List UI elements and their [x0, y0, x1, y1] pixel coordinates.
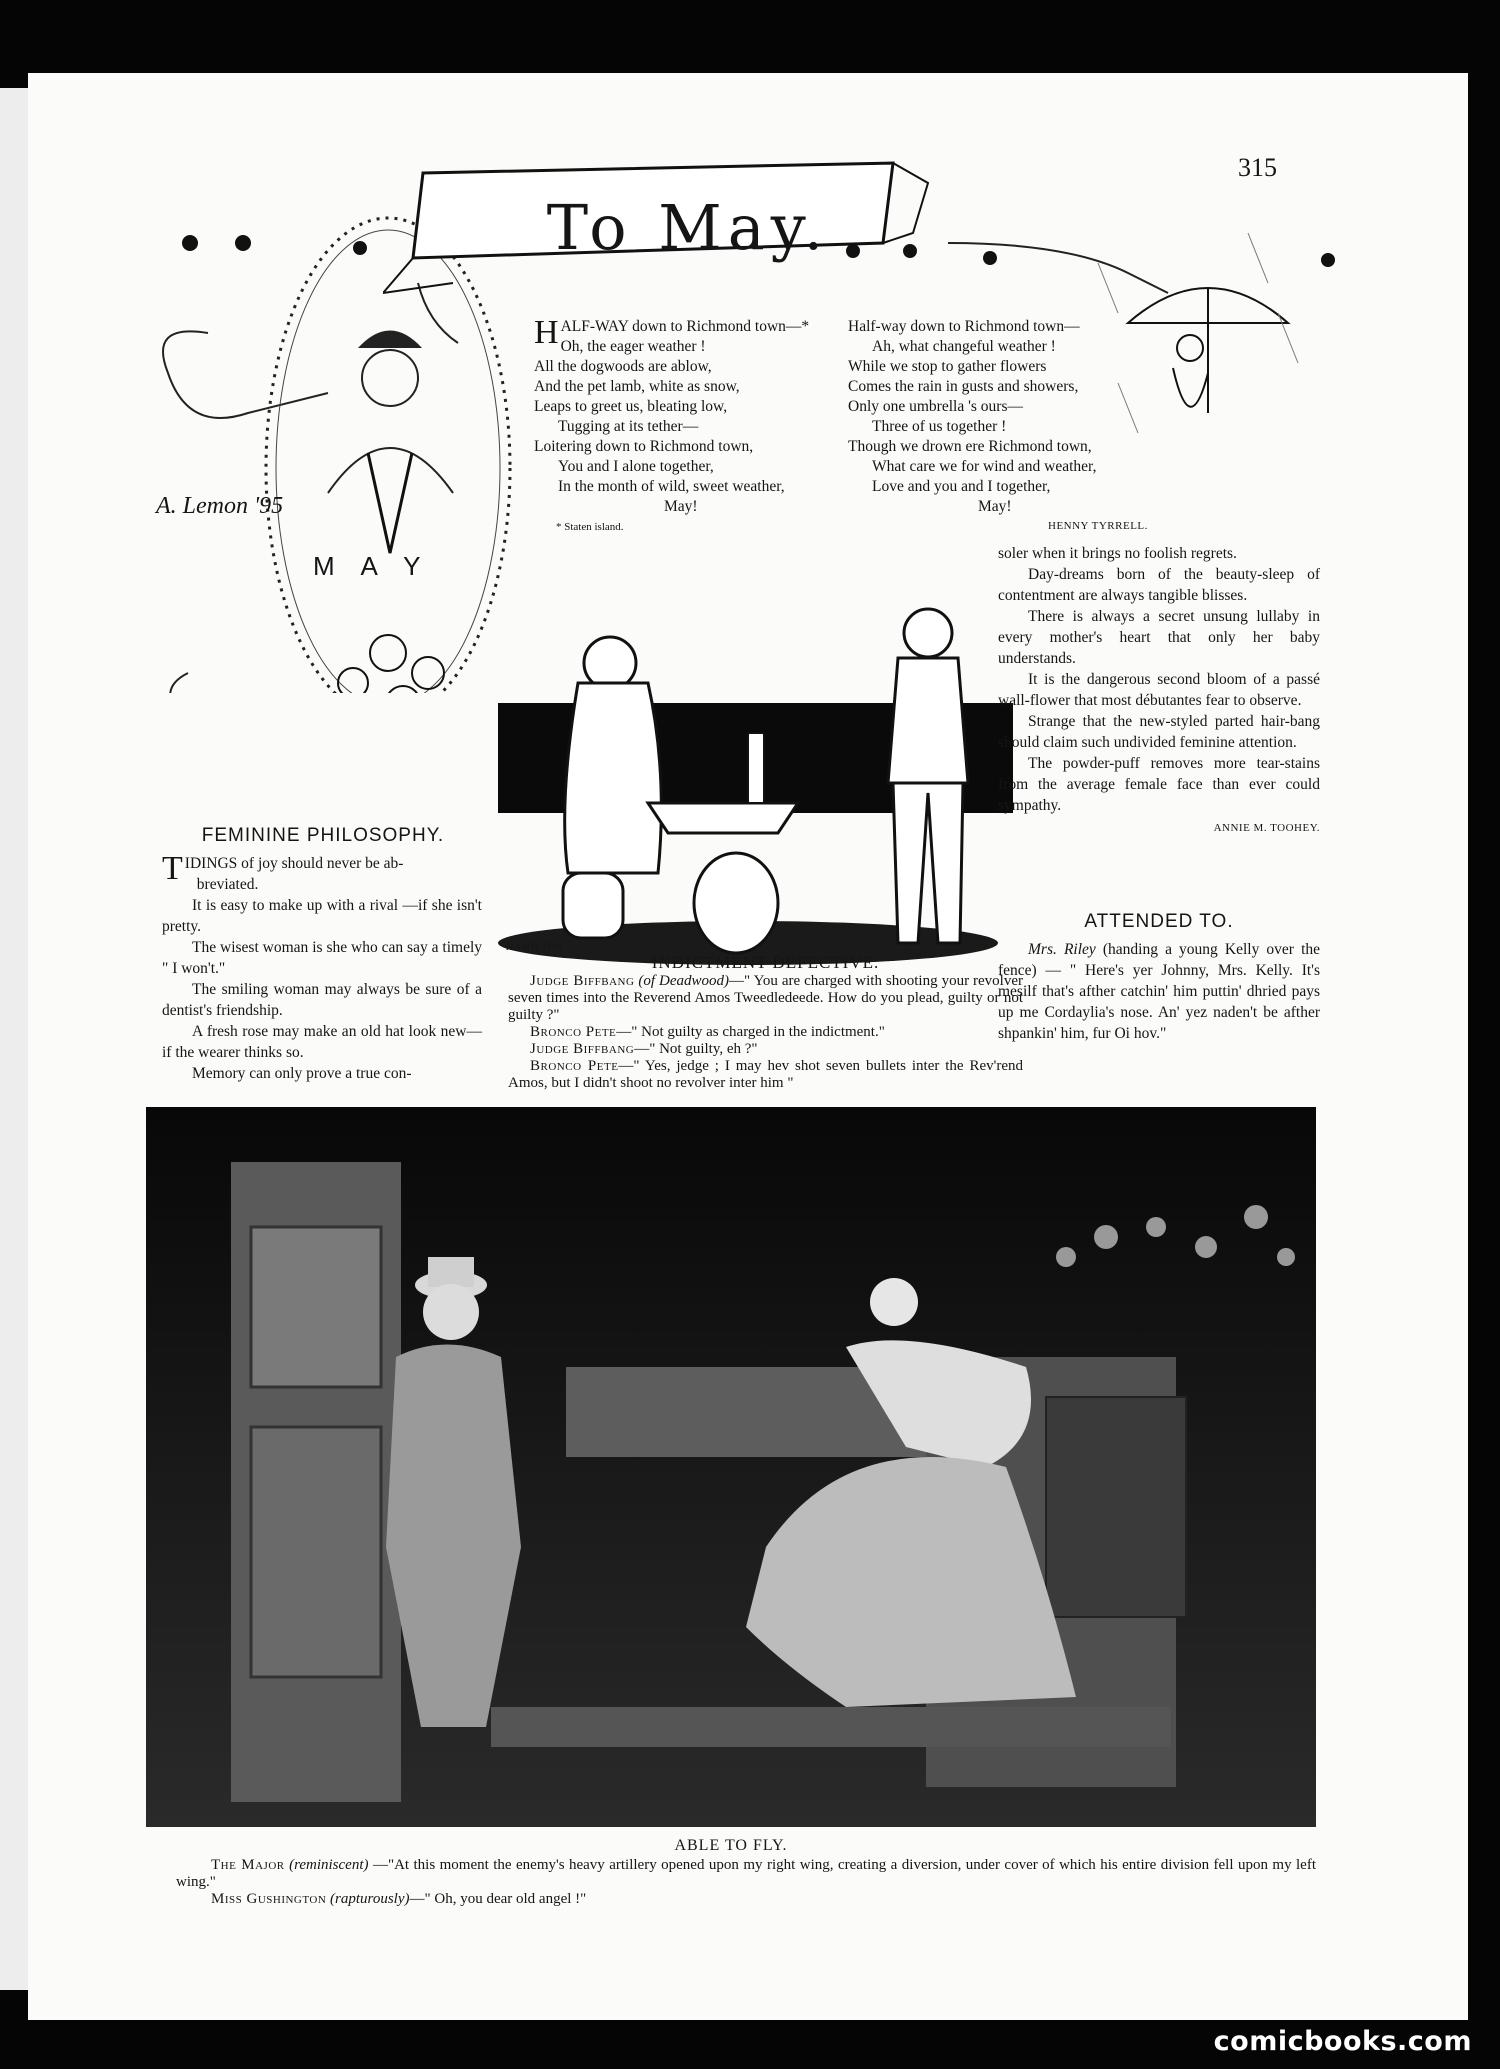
able-to-fly-heading: ABLE TO FLY.: [674, 1837, 788, 1854]
watermark: comicbooks.com: [1213, 2026, 1472, 2057]
dialogue: (handing a young Kelly over the fence) — " Here's yer Johnny, Mrs. Kelly. It's mesilf that's afther catchin' him puttin' dhried pays up me Cordaylia's nose. An' yez naden't be afther shpankin' him, fur Oi hov.": [998, 941, 1320, 1042]
poem-line: Oh, the eager weather !: [560, 338, 706, 355]
paragraph: It is the dangerous second bloom of a passé wall-flower that most débutantes fear to observe.: [998, 671, 1320, 709]
paragraph: soler when it brings no foolish regrets.: [998, 545, 1237, 562]
speaker: Miss Gushington: [211, 1891, 327, 1907]
speaker: Bronco Pete: [530, 1024, 617, 1040]
poem-footnote: * Staten island.: [556, 521, 624, 533]
indictment-illustration: [498, 573, 1018, 1013]
paragraph: Memory can only prove a true con-: [192, 1065, 412, 1082]
feminine-philosophy-heading: FEMININE PHILOSOPHY.: [201, 825, 445, 846]
poem-line: In the month of wild, sweet weather,: [558, 478, 785, 495]
able-to-fly-illustration: [146, 1107, 1316, 1827]
speaker: Judge Biffbang: [530, 1041, 635, 1057]
speaker-note: (reminiscent): [289, 1857, 369, 1873]
drop-cap: T: [162, 850, 183, 887]
attended-to-heading: ATTENDED TO.: [1084, 911, 1234, 932]
paragraph: It is easy to make up with a rival —if she isn't pretty.: [162, 897, 482, 935]
poem-line: While we stop to gather flowers: [848, 358, 1047, 375]
poem-line: Comes the rain in gusts and showers,: [848, 378, 1079, 395]
poem-line: May!: [978, 498, 1012, 515]
paragraph: IDINGS of joy should never be ab-: [184, 855, 404, 872]
dialogue: —" Yes, jedge ; I may hev shot seven bullets inter the Rev'rend Amos, but I didn't shoot no revolver inter him ": [508, 1058, 1023, 1091]
dialogue: —" Not guilty, eh ?": [634, 1041, 758, 1057]
paragraph: The smiling woman may always be sure of a dentist's friendship.: [162, 981, 482, 1019]
magazine-page: [28, 73, 1468, 2020]
paragraph: Day-dreams born of the beauty-sleep of contentment are always tangible blisses.: [998, 566, 1320, 604]
attended-to-text: [998, 939, 1320, 1044]
feminine-philosophy-continued: [998, 543, 1320, 839]
poem-line: Leaps to greet us, bleating low,: [534, 398, 728, 415]
able-to-fly-caption: [176, 1857, 1316, 1908]
dialogue: —"At this moment the enemy's heavy artillery opened upon my right wing, creating a diversion, under cover of which his entire division fell upon my left wing.": [176, 1857, 1317, 1890]
article-author: ANNIE M. TOOHEY.: [1213, 822, 1320, 834]
speaker: Bronco Pete: [530, 1058, 619, 1074]
poem-title: To May.: [546, 191, 830, 264]
poem-line: Loitering down to Richmond town,: [534, 438, 754, 455]
page-number: 315: [1238, 153, 1277, 182]
paragraph: A fresh rose may make an old hat look new—if the wearer thinks so.: [162, 1023, 482, 1061]
poem-line: And the pet lamb, white as snow,: [534, 378, 740, 395]
speaker: Mrs. Riley: [1028, 941, 1096, 958]
feminine-philosophy-column: [162, 850, 482, 1084]
indictment-heading: INDICTMENT DEFECTIVE.: [651, 953, 880, 972]
poem-line: All the dogwoods are ablow,: [534, 358, 712, 375]
poem-line: What care we for wind and weather,: [872, 458, 1097, 475]
may-caption: M A Y: [313, 551, 431, 581]
poem-stanza-2: [848, 317, 1188, 517]
poem-line: You and I alone together,: [558, 458, 714, 475]
dialogue: —" Oh, you dear old angel !": [409, 1891, 587, 1907]
speaker: Judge Biffbang: [530, 973, 635, 989]
poem-author: HENNY TYRRELL.: [1048, 520, 1148, 532]
paragraph: There is always a secret unsung lullaby in every mother's heart that only her baby understands.: [998, 608, 1320, 667]
indictment-dialogue: [508, 973, 1023, 1092]
poem-line: Half-way down to Richmond town—: [848, 318, 1080, 335]
poem-line: Love and you and I together,: [872, 478, 1051, 495]
illustrator-signature: HAMILTON: [506, 942, 564, 953]
poem-line: Though we drown ere Richmond town,: [848, 438, 1092, 455]
poem-line: Ah, what changeful weather !: [872, 338, 1056, 355]
speaker-note: (rapturously): [330, 1891, 410, 1907]
paragraph: Strange that the new-styled parted hair-bang should claim such undivided feminine attention.: [998, 713, 1320, 751]
speaker-note: (of Deadwood): [638, 973, 730, 989]
poem-stanza-1: [534, 314, 864, 537]
paragraph: breviated.: [196, 876, 259, 893]
paragraph: The powder-puff removes more tear-stains from the average female face than ever could sympathy.: [998, 755, 1320, 814]
poem-drop-cap: H: [534, 314, 559, 351]
poem-line: Tugging at its tether—: [558, 418, 699, 435]
paragraph: The wisest woman is she who can say a timely " I won't.": [162, 939, 482, 977]
artist-signature: A. Lemon '95: [156, 493, 284, 519]
poem-line: ALF-WAY down to Richmond town—*: [560, 318, 810, 335]
poem-line: Three of us together !: [872, 418, 1007, 435]
speaker: The Major: [211, 1857, 285, 1873]
dialogue: —" Not guilty as charged in the indictment.": [616, 1024, 885, 1040]
poem-line: Only one umbrella 's ours—: [848, 398, 1023, 415]
poem-line: May!: [664, 498, 698, 515]
dialogue: —" You are charged with shooting your revolver seven times into the Reverend Amos Tweedledeede. How do you plead, guilty or not guilty ?": [508, 973, 1024, 1023]
